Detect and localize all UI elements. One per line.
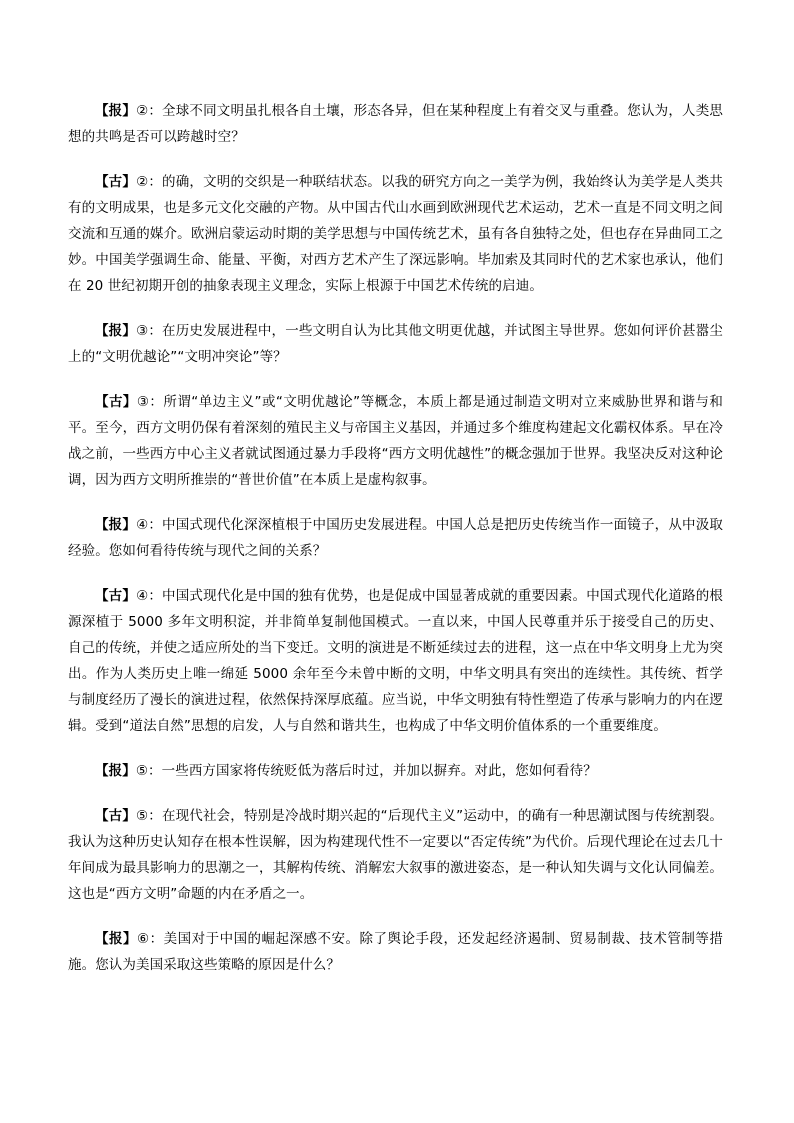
speaker-label: 【报】 (95, 931, 137, 947)
paragraph-text: ②：的确，文明的交织是一种联结状态。以我的研究方向之一美学为例，我始终认为美学是人类共有的文明成果，也是多元文化交融的产物。从中国古代山水画到欧洲现代艺术运动，艺术一直是不同文明之间交流和互通的媒介。欧洲启蒙运动时期的美学思想与中国传统艺术，虽有各自独特之处，但也存在异曲同工之妙。中国美学强调生命、能量、平衡，对西方艺术产生了深远影响。毕加索及其同时代的艺术家也承认，他们在 20 世纪初期开创的抽象表现主义理念，实际上根源于中国艺术传统的启迪。 (68, 174, 723, 294)
paragraph-text: ③：在历史发展进程中，一些文明自认为比其他文明更优越，并试图主导世界。您如何评价甚嚣尘上的“文明优越论”“文明冲突论”等？ (68, 323, 723, 365)
document-page (68, 98, 723, 997)
paragraph-8 (68, 803, 723, 907)
speaker-label: 【古】 (95, 588, 137, 604)
paragraph-1 (68, 98, 723, 150)
paragraph-text: ④：中国式现代化深深植根于中国历史发展进程。中国人总是把历史传统当作一面镜子，从中汲取经验。您如何看待传统与现代之间的关系？ (68, 517, 723, 559)
speaker-label: 【报】 (95, 517, 137, 533)
paragraph-text: ②：全球不同文明虽扎根各自土壤，形态各异，但在某种程度上有着交叉与重叠。您认为，人类思想的共鸣是否可以跨越时空？ (68, 103, 723, 145)
speaker-label: 【古】 (95, 394, 137, 410)
paragraph-text: ⑤：在现代社会，特别是冷战时期兴起的“后现代主义”运动中，的确有一种思潮试图与传统割裂。我认为这种历史认知存在根本性误解，因为构建现代性不一定要以“否定传统”为代价。后现代理论在过去几十年间成为最具影响力的思潮之一，其解构传统、消解宏大叙事的激进姿态，是一种认知失调与文化认同偏差。这也是“西方文明”命题的内在矛盾之一。 (68, 808, 723, 902)
paragraph-text: ④：中国式现代化是中国的独有优势，也是促成中国显著成就的重要因素。中国式现代化道路的根源深植于 5000 多年文明积淀，并非简单复制他国模式。一直以来，中国人民尊重并乐于接受自己的历史、自己的传统，并使之适应所处的当下变迁。文明的演进是不断延续过去的进程，这一点在中华文明身上尤为突出。作为人类历史上唯一绵延 5000 余年至今未曾中断的文明，中华文明具有突出的连续性。其传统、哲学与制度经历了漫长的演进过程，依然保持深厚底蕴。应当说，中华文明独有特性塑造了传承与影响力的内在逻辑。受到“道法自然”思想的启发，人与自然和谐共生，也构成了中华文明价值体系的一个重要维度。 (68, 588, 723, 734)
paragraph-9 (68, 926, 723, 978)
paragraph-text: ⑥：美国对于中国的崛起深感不安。除了舆论手段，还发起经济遏制、贸易制裁、技术管制等措施。您认为美国采取这些策略的原因是什么？ (68, 931, 723, 973)
speaker-label: 【报】 (95, 763, 136, 779)
paragraph-3 (68, 318, 723, 370)
paragraph-text: ③：所谓“单边主义”或“文明优越论”等概念，本质上都是通过制造文明对立来威胁世界和谐与和平。至今，西方文明仍保有着深刻的殖民主义与帝国主义基因，并通过多个维度构建起文化霸权体系。早在冷战之前，一些西方中心主义者就试图通过暴力手段将“西方文明优越性”的概念强加于世界。我坚决反对这种论调，因为西方文明所推崇的“普世价值”在本质上是虚构叙事。 (68, 394, 723, 488)
speaker-label: 【古】 (95, 174, 137, 190)
paragraph-7 (68, 758, 723, 784)
speaker-label: 【古】 (95, 808, 137, 824)
speaker-label: 【报】 (95, 323, 137, 339)
paragraph-text: ⑤：一些西方国家将传统贬低为落后时过，并加以摒弃。对此，您如何看待？ (135, 763, 597, 779)
paragraph-6 (68, 583, 723, 739)
paragraph-4 (68, 389, 723, 493)
speaker-label: 【报】 (95, 103, 137, 119)
paragraph-5 (68, 512, 723, 564)
paragraph-2 (68, 169, 723, 299)
